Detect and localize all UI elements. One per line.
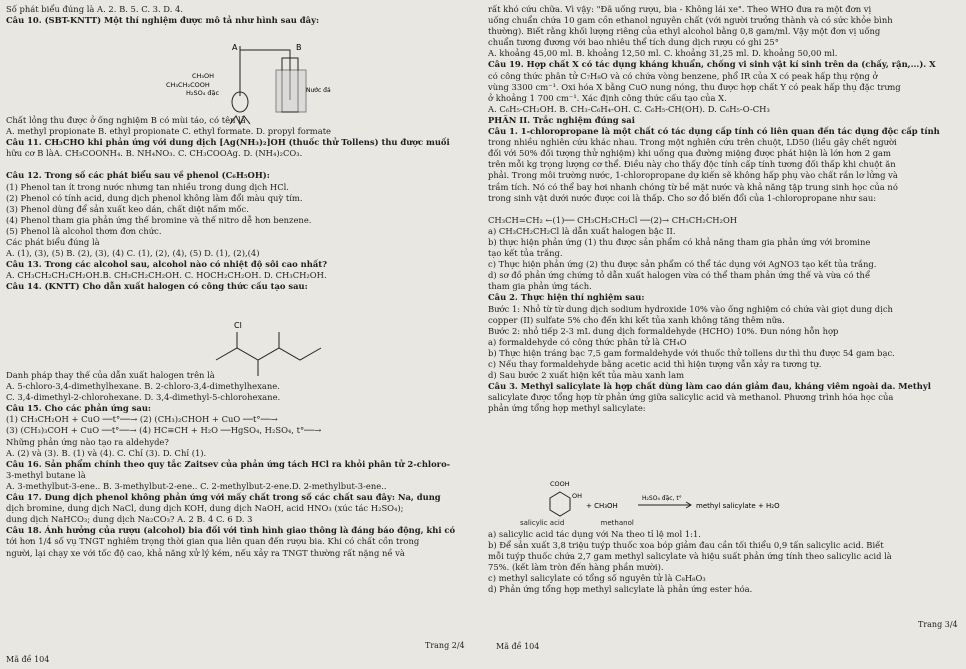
right-text-block-lower: [488, 529, 958, 596]
left-text-block-lower: [6, 370, 480, 559]
text-line: có công thức phân tử C₇H₈O và có chứa vòng benzene, phổ IR của X có peak hấp thụ rộng ở: [488, 70, 878, 81]
text-line: vùng 3300 cm⁻¹. Oxi hóa X bằng CuO nung nóng, thu được hợp chất Y có peak hấp thụ đặc trưng: [488, 81, 901, 92]
text-line: Câu 11. CH₃CHO khi phản ứng với dung dịch [Ag(NH₃)₂]OH (thuốc thử Tollens) thu được muối: [6, 137, 450, 148]
text-line: đối với 50% đối tượng thử nghiệm) khi uống qua đường miệng được phát hiện là lớn hơn 2 gam: [488, 148, 891, 159]
text-line: Những phản ứng nào tạo ra aldehyde?: [6, 436, 169, 447]
text-line: dung dịch NaHCO₃; dung dịch Na₂CO₃? A. 2 B. 4 C. 6 D. 3: [6, 514, 253, 525]
salicylic-acid-name: salicylic acid: [520, 519, 565, 527]
text-line: dịch bromine, dung dịch NaCl, dung dịch KOH, dung dịch NaOH, acid HNO₃ (xúc tác H₂SO₄);: [6, 503, 404, 514]
text-line: Bước 1: Nhỏ từ từ dung dịch sodium hydroxide 10% vào ống nghiệm có chứa vài giọt dung dịch: [488, 303, 893, 314]
scheme-names: [520, 519, 634, 527]
text-line: Câu 14. (KNTT) Cho dẫn xuất halogen có công thức cấu tạo sau:: [6, 281, 308, 292]
text-line: Câu 19. Hợp chất X có tác dụng kháng khuẩn, chống vi sinh vật kí sinh trên da (chấy, rận,...). X: [488, 59, 936, 70]
chlorine-label: Cl: [234, 321, 242, 330]
text-line: C. 3,4-dimethyl-2-chlorohexane. D. 3,4-dimethyl-5-chlorohexane.: [6, 392, 281, 403]
text-line: b) thực hiện phản ứng (1) thu được sản phẩm có khả năng tham gia phản ứng với bromine: [488, 236, 871, 247]
text-line: (1) CH₃CH₂OH + CuO ──t°──→ (2) (CH₃)₂CHOH + CuO ──t°──→: [6, 414, 278, 425]
text-line: [488, 204, 958, 215]
text-line: A. C₆H₅-CH₂OH. B. CH₃-C₆H₄-OH. C. C₆H₅-CH(OH). D. C₆H₅-O-CH₃: [488, 103, 770, 114]
salicylate-scheme: [540, 478, 840, 518]
reagent-sulfuric-acid: H₂SO₄ đặc: [186, 89, 220, 97]
text-line: ở khoảng 1 700 cm⁻¹. Xác định công thức cấu tạo của X.: [488, 92, 727, 103]
text-line: trên mỗi kg trọng lượng cơ thể. Điều này cho thấy độc tính cấp tính tương đối thấp khi chuột ăn: [488, 159, 896, 170]
text-line: Câu 13. Trong các alcohol sau, alcohol nào có nhiệt độ sôi cao nhất?: [6, 259, 328, 270]
product-label: methyl salicylate + H₂O: [696, 502, 780, 510]
text-line: Câu 3. Methyl salicylate là hợp chất dùng làm cao dán giảm đau, kháng viêm ngoài da. Methyl: [488, 381, 931, 392]
text-line: b) Thực hiện tráng bạc 7,5 gam formaldehyde với thuốc thử tollens dư thì thu được 54 gam bạc.: [488, 347, 895, 358]
footer-left-code: Mã đề 104: [6, 655, 50, 664]
text-line: a) CH₃CH₂CH₂Cl là dẫn xuất halogen bậc II.: [488, 225, 676, 236]
plus-methanol: + CH₃OH: [586, 502, 618, 510]
footer-right-code: Mã đề 104: [496, 642, 540, 651]
text-line: Câu 18. Ảnh hưởng của rượu (alcohol) bia đối với tình hình giao thông là đáng báo động, khi có: [6, 525, 456, 536]
footer-right-page: Trang 3/4: [918, 620, 958, 629]
text-line: (3) (CH₃)₃COH + CuO ──t°──→ (4) HC≡CH + H₂O ──HgSO₄, H₂SO₄, t°──→: [6, 425, 322, 436]
text-line: A. 3-methylbut-3-ene.. B. 3-methylbut-2-ene.. C. 2-methylbut-2-ene.D. 2-methylbut-3-ene..: [6, 480, 387, 491]
text-line: Câu 17. Dung dịch phenol không phản ứng với mấy chất trong số các chất sau đây: Na, dung: [6, 492, 441, 503]
text-line: b) Để sản xuất 3,8 triệu tuýp thuốc xoa bóp giảm đau cần tối thiểu 0,9 tấn salicylic acid. Biết: [488, 540, 884, 551]
catalyst-label: H₂SO₄ đặc, t°: [642, 495, 682, 502]
text-line: salicylate được tổng hợp từ phản ứng giữa salicylic acid và methanol. Phương trình hóa học của: [488, 392, 894, 403]
text-line: Câu 16. Sản phẩm chính theo quy tắc Zaitsev của phản ứng tách HCl ra khỏi phân tử 2-chloro-: [6, 458, 451, 469]
text-line: Danh pháp thay thế của dẫn xuất halogen trên là: [6, 370, 215, 380]
text-line: tạo kết tủa trắng.: [488, 248, 563, 259]
text-line: CH₃CH=CH₂ ←(1)── CH₃CH₂CH₂Cl ──(2)→ CH₃CH₂CH₂OH: [488, 214, 738, 225]
text-line: (4) Phenol tham gia phản ứng thế bromine và thế nitro dễ hơn benzene.: [6, 214, 312, 225]
text-line: trong nhiều nghiên cứu khác nhau. Trong một nghiên cứu trên chuột, LD50 (liều gây chết người: [488, 137, 897, 148]
text-line: phải. Trong môi trường nước, 1-chloropropane dự kiến sẽ không hấp phụ vào chất rắn lơ lửng và: [488, 170, 898, 181]
text-line: 3-methyl butane là: [6, 469, 86, 480]
reagent-methanol: CH₃OH: [192, 72, 215, 80]
text-line: (5) Phenol là alcohol thơm đơn chức.: [6, 225, 162, 236]
text-line: Câu 10. (SBT-KNTT) Một thí nghiệm được mô tả như hình sau đây:: [6, 15, 320, 26]
text-line: [6, 159, 480, 170]
footer-mid-page: Trang 2/4: [425, 641, 465, 650]
text-line: A. methyl propionate B. ethyl propionate C. ethyl formate. D. propyl formate: [6, 126, 332, 137]
text-line: 75%. (kết làm tròn đến hàng phần mười).: [488, 562, 664, 573]
text-line: chuẩn tương đương với bao nhiêu thể tích dung dịch rượu có ghi 25°: [488, 37, 779, 48]
text-line: thường). Biết rằng khối lượng riêng của ethyl alcohol bằng 0,8 gam/ml. Vậy một đơn vị uống: [488, 26, 881, 37]
cooh-label: COOH: [550, 480, 570, 488]
text-line: [6, 26, 480, 37]
text-line: Bước 2: nhỏ tiếp 2-3 mL dung dịch formaldehyde (HCHO) 10%. Đun nóng hỗn hợp: [488, 325, 839, 336]
text-line: Các phát biểu đúng là: [6, 236, 100, 247]
ice-water-label: Nước đá: [306, 87, 331, 94]
text-line: uống chuẩn chứa 10 gam cồn ethanol nguyên chất (với người trưởng thành và có sức khỏe bình: [488, 15, 893, 26]
label-b: B: [296, 43, 302, 52]
right-text-block: [488, 4, 958, 414]
text-line: (2) Phenol có tính acid, dung dịch phenol không làm đổi màu quỳ tím.: [6, 192, 303, 203]
text-line: a) formaldehyde có công thức phân tử là CH₄O: [488, 336, 687, 347]
text-line: c) Nếu thay formaldehyde bằng acetic acid thì hiện tượng vẫn xảy ra tương tự.: [488, 359, 822, 369]
text-line: a) salicylic acid tác dụng với Na theo tỉ lệ mol 1:1.: [488, 529, 701, 539]
right-column: [488, 4, 958, 414]
text-line: A. (2) và (3). B. (1) và (4). C. Chỉ (3). D. Chỉ (1).: [6, 447, 207, 458]
text-line: copper (II) sulfate 5% cho đến khi kết tủa xanh không tăng thêm nữa.: [488, 314, 785, 325]
methanol-name: methanol: [600, 519, 634, 527]
text-line: PHẦN II. Trắc nghiệm đúng sai: [488, 114, 635, 125]
right-column-lower: [488, 529, 958, 596]
left-column-lower: [6, 370, 480, 559]
text-line: A. (1), (3), (5) B. (2), (3), (4) C. (1), (2), (4), (5) D. (1), (2),(4): [6, 248, 260, 259]
oh-label: OH: [572, 492, 583, 500]
text-line: A. CH₃CH₂CH₂CH₂OH.B. CH₃CH₂CH₂OH. C. HOCH₂CH₂OH. D. CH₃CH₂OH.: [6, 270, 327, 281]
text-line: c) Thực hiện phản ứng (2) thu được sản phẩm có thể tác dụng với AgNO3 tạo kết tủa trắng.: [488, 259, 877, 270]
text-line: A. khoảng 45,00 ml. B. khoảng 12,50 ml. C. khoảng 31,25 ml. D. khoảng 50,00 ml.: [488, 48, 838, 59]
text-line: tới hơn 1/4 số vụ TNGT nghiêm trọng thời gian qua liên quan đến rượu bia. Khi có chất cồn trong: [6, 536, 420, 547]
text-line: d) Sau bước 2 xuất hiện kết tủa màu xanh lam: [488, 370, 685, 381]
text-line: hữu cơ B làA. CH₃COONH₄. B. NH₄NO₃. C. CH₃COOAg. D. (NH₄)₂CO₃.: [6, 148, 303, 159]
text-line: trong sinh vật dưới nước được coi là thấp. Cho sơ đồ biến đổi của 1-chloropropane như sau:: [488, 192, 877, 203]
text-line: d) Phản ứng tổng hợp methyl salicylate là phản ứng ester hóa.: [488, 584, 753, 595]
text-line: Chất lỏng thu được ở ống nghiệm B có mùi táo, có tên là: [6, 114, 246, 125]
label-a: A: [232, 43, 238, 52]
text-line: phản ứng tổng hợp methyl salicylate:: [488, 403, 646, 414]
text-line: người, lại chạy xe với tốc độ cao, khả năng xử lý kém, nếu xảy ra TNGT thường rất nặng nề và: [6, 547, 405, 558]
text-line: Câu 15. Cho các phản ứng sau:: [6, 403, 152, 414]
text-line: Câu 1. 1-chloropropane là một chất có tác dụng cấp tính có liên quan đến tác dụng độc cấp tính: [488, 126, 940, 137]
text-line: (1) Phenol tan ít trong nước nhưng tan nhiều trong dung dịch HCl.: [6, 181, 289, 192]
text-line: (3) Phenol dùng để sản xuất keo dán, chất diệt nấm mốc.: [6, 203, 249, 214]
text-line: A. 5-chloro-3,4-dimethylhexane. B. 2-chloro-3,4-dimethylhexane.: [6, 381, 280, 392]
text-line: Số phát biểu đúng là A. 2. B. 5. C. 3. D. 4.: [6, 4, 184, 14]
text-line: c) methyl salicylate có tổng số nguyên tử là C₈H₈O₃: [488, 573, 706, 584]
distillation-apparatus: [160, 40, 360, 132]
text-line: Câu 12. Trong số các phát biểu sau về phenol (C₆H₅OH):: [6, 170, 270, 181]
text-line: rất khó cứu chữa. Vì vậy: "Đã uống rượu, bia - Không lái xe". Theo WHO đưa ra một đơn vị: [488, 4, 872, 14]
text-line: d) sơ đồ phản ứng chứng tỏ dẫn xuất halogen vừa có thể tham phản ứng thế và vừa có thể: [488, 270, 871, 281]
text-line: Câu 2. Thực hiện thí nghiệm sau:: [488, 292, 645, 303]
text-line: mỗi tuýp thuốc chứa 2,7 gam methyl salicylate và hiệu suất phản ứng tính theo salicylic acid là: [488, 551, 892, 562]
text-line: tham gia phản ứng tách.: [488, 281, 592, 292]
reagent-propionic-acid: CH₃CH₂COOH: [166, 81, 210, 89]
text-line: trầm tích. Nó có thể bay hơi nhanh chóng từ bề mặt nước và khả năng tập trung sinh học của nó: [488, 181, 898, 192]
